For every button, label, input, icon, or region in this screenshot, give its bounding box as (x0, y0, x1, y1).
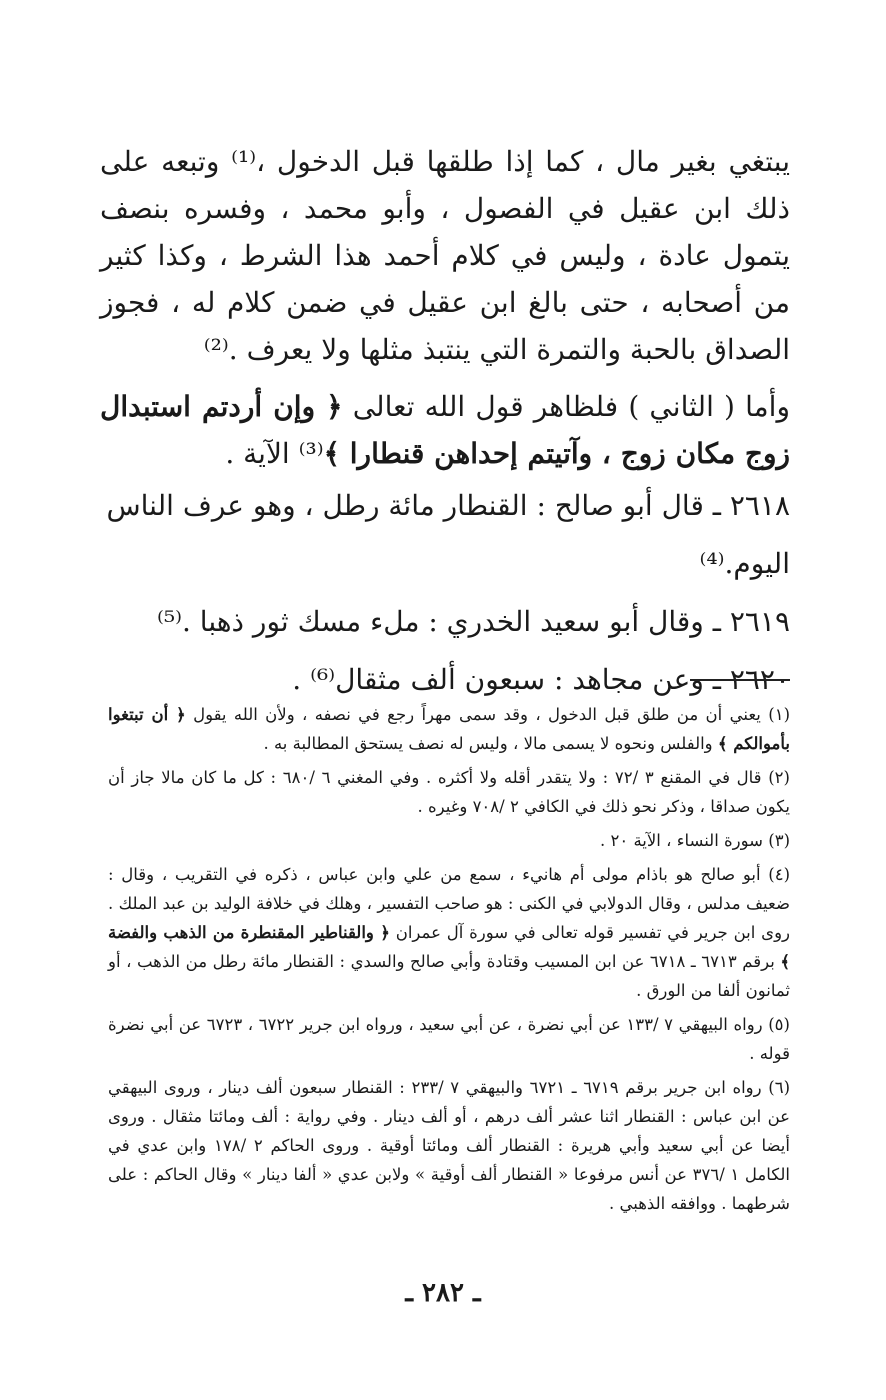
numbered-line-2618: ٢٦١٨ ـ قال أبو صالح : القنطار مائة رطل ، وهو عرف الناس اليوم.⁽⁴⁾ (106, 489, 790, 580)
footnote-2: (٢) قال في المقنع ٣ /٧٢ : ولا يتقدر أقله ولا أكثره . وفي المغني ٦ /٦٨٠ : كل ما كان مالا جاز أن يكون صداقا ، وذكر نحو ذلك في الكافي ٢ /٧٠٨ وغيره . (108, 768, 790, 816)
footnote-4-text: (٤) أبو صالح هو باذام مولى أم هانيء ، سمع من علي وابن عباس ، ذكره في التقريب ، وقال : ضعيف مدلس ، وقال الدولابي في الكنى : هو صاحب التفسير ، وهلك في خلافة الوليد بن عبد الملك . روى ابن جرير في تفسير قوله تعالى في سورة آل عمران (108, 865, 791, 942)
main-text (100, 138, 790, 709)
numbered-line-2619: ٢٦١٩ ـ وقال أبو سعيد الخدري : ملء مسك ثور ذهبا .⁽⁵⁾ (157, 605, 790, 638)
numbered-line-2620: ٢٦٢٠ ـ وعن مجاهد : سبعون ألف مثقال⁽⁶⁾ . (292, 663, 790, 696)
footnote-3: (٣) سورة النساء ، الآية ٢٠ . (599, 831, 790, 850)
paragraph-2 (100, 383, 790, 477)
quran-quote: ﴿ وإن أردتم استبدال زوج مكان زوج ، وآتيتم إحداهن قنطارا ﴾ (100, 390, 790, 470)
footnote-4 (108, 860, 790, 1005)
paragraph-2-end: ⁽³⁾ الآية . (225, 437, 324, 470)
footnote-1-quote: ﴿ أن تبتغوا بأموالكم ﴾ (108, 705, 790, 753)
footnotes-section (108, 700, 790, 1223)
footnote-divider (690, 679, 790, 681)
footnote-6: (٦) رواه ابن جرير برقم ٦٧١٩ ـ ٦٧٢١ والبيهقي ٧ /٢٣٣ : القنطار سبعون ألف دينار ، وروى البيهقي عن ابن عباس : القنطار اثنا عشر ألف درهم ، أو ألف دينار . وفي رواية : ألف ومائتا مثقال . وروى أيضا عن أبي سعيد وأبي هريرة : القنطار ألف ومائتا أوقية . وروى الحاكم ٢ /١٧٨ وابن عدي في الكامل ١ /٣٧٦ عن أنس مرفوعا « القنطار ألف أوقية » ولابن عدي « ألفا دينار » وقال الحاكم : على شرطهما . ووافقه الذهبي . (108, 1078, 790, 1213)
footnote-1 (108, 700, 790, 758)
footnote-4-quote: ﴿ والقناطير المقنطرة من الذهب والفضة ﴾ (108, 923, 791, 971)
footnote-5: (٥) رواه البيهقي ٧ /١٣٣ عن أبي نضرة ، عن أبي سعيد ، ورواه ابن جرير ٦٧٢٢ ، ٦٧٢٣ عن أبي نضرة قوله . (108, 1015, 790, 1063)
footnote-4-end: برقم ٦٧١٣ ـ ٦٧١٨ عن ابن المسيب وقتادة وأبي صالح والسدي : القنطار مائة رطل من الذهب ، أو ثمانون ألفا من الورق . (108, 952, 790, 1000)
paragraph-2-intro: وأما ( الثاني ) فلظاهر قول الله تعالى (342, 390, 790, 423)
footnote-1-text: (١) يعني أن من طلق قبل الدخول ، وقد سمى مهراً رجع في نصفه ، ولأن الله يقول (185, 705, 790, 724)
page-number: ـ ٢٨٢ ـ (405, 1278, 481, 1308)
footnote-1-end: والفلس ونحوه لا يسمى مالا ، وليس له نصف يستحق المطالبة به . (263, 734, 718, 753)
paragraph-1: يبتغي بغير مال ، كما إذا طلقها قبل الدخول ،⁽¹⁾ وتبعه على ذلك ابن عقيل في الفصول ، وأبو محمد ، وفسره بنصف يتمول عادة ، وليس في كلام أحمد هذا الشرط ، وكذا كثير من أصحابه ، حتى بالغ ابن عقيل في ضمن كلام له ، فجوز الصداق بالحبة والتمرة التي ينتبذ مثلها ولا يعرف .⁽²⁾ (100, 145, 791, 366)
